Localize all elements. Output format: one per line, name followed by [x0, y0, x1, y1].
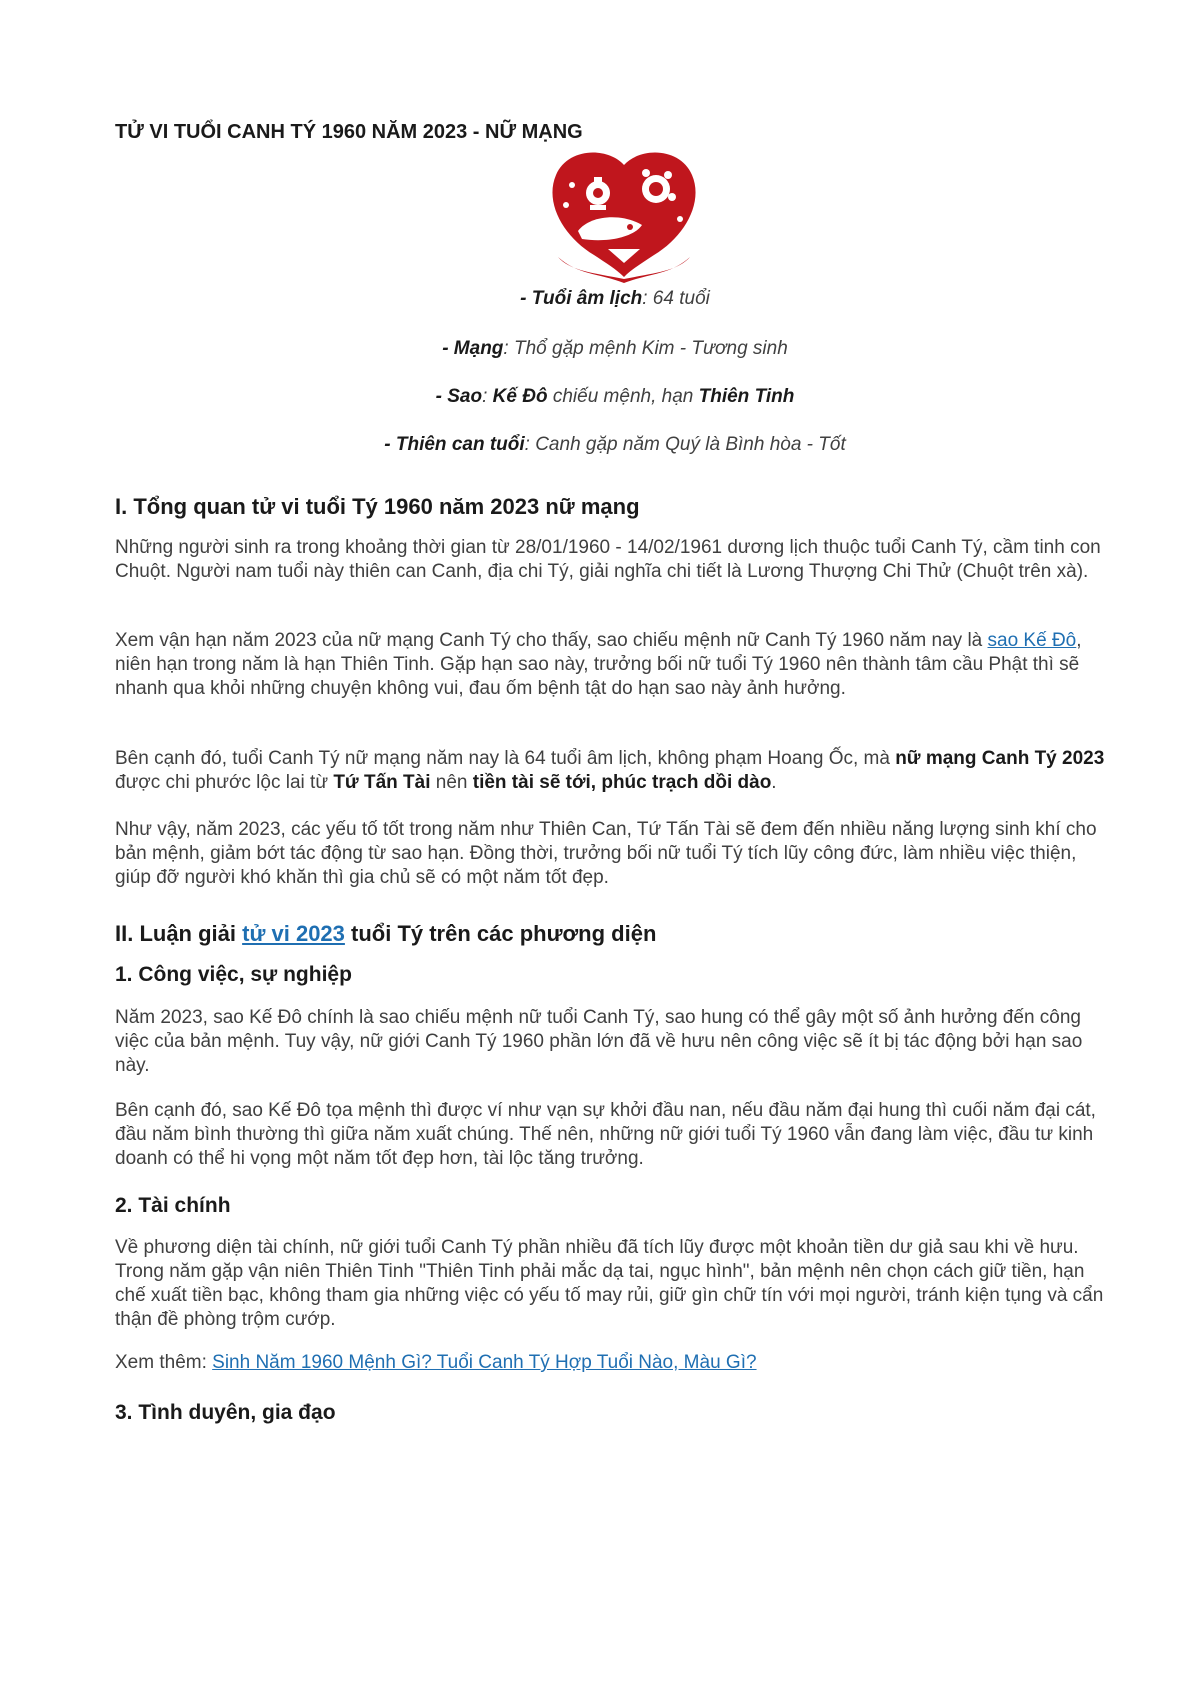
tai-chinh-paragraph-1: Về phương diện tài chính, nữ giới tuổi Canh Tý phần nhiều đã tích lũy được một khoản tiền dư giả sau khi về hưu. Trong năm gặp vận niên Thiên Tinh "Thiên Tinh phải mắc dạ tai, ngục hình", bản mệnh nên chọn cách giữ tiền, hạn chế xuất tiền bạc, không tham gia những việc có yếu tố may rủi, giữ gìn chữ tín với mọi người, tránh kiện tụng và cẩn thận đề phòng trộm cướp. — [115, 1237, 1104, 1330]
subsection-tinh-duyen-heading: 3. Tình duyên, gia đạo — [115, 1401, 336, 1424]
page-title: TỬ VI TUỔI CANH TÝ 1960 NĂM 2023 - NỮ MẠNG — [115, 121, 583, 143]
see-also-line: Xem thêm: Sinh Năm 1960 Mệnh Gì? Tuổi Canh Tý Hợp Tuổi Nào, Màu Gì? — [115, 1352, 757, 1373]
meta-menh: - Mạng: Thổ gặp mệnh Kim - Tương sinh — [442, 338, 788, 359]
section1-paragraph-4: Như vậy, năm 2023, các yếu tố tốt trong năm như Thiên Can, Tứ Tấn Tài sẽ đem đến nhiều năng lượng sinh khí cho bản mệnh, giảm bớt tác động từ sao hạn. Đồng thời, trưởng bối nữ tuổi Tý tích lũy công đức, làm nhiều việc thiện, giúp đỡ người khó khăn thì gia chủ sẽ có một năm tốt đẹp. — [115, 819, 1097, 888]
paper-cut-rat-seal-icon — [538, 145, 710, 283]
cong-viec-paragraph-1: Năm 2023, sao Kế Đô chính là sao chiếu mệnh nữ tuổi Canh Tý, sao hung có thể gây một số ảnh hưởng đến công việc của bản mệnh. Tuy vậy, nữ giới Canh Tý 1960 phần lớn đã về hưu nên công việc sẽ ít bị tác động bởi hạn sao này. — [115, 1007, 1083, 1076]
section2-heading: II. Luận giải tử vi 2023 tuổi Tý trên các phương diện — [115, 921, 657, 946]
tu-vi-2023-link[interactable]: tử vi 2023 — [242, 921, 345, 946]
meta-sao: - Sao: Kế Đô chiếu mệnh, hạn Thiên Tinh — [435, 386, 795, 407]
see-also-link[interactable]: Sinh Năm 1960 Mệnh Gì? Tuổi Canh Tý Hợp Tuổi Nào, Màu Gì? — [212, 1352, 757, 1373]
subsection-cong-viec-heading: 1. Công việc, sự nghiệp — [115, 963, 352, 986]
meta-thien-can: - Thiên can tuổi: Canh gặp năm Quý là Bình hòa - Tốt — [384, 434, 846, 455]
sao-ke-do-link[interactable]: sao Kế Đô — [987, 630, 1077, 651]
cong-viec-paragraph-2: Bên cạnh đó, sao Kế Đô tọa mệnh thì được ví như vạn sự khởi đầu nan, nếu đầu năm đại hung thì cuối năm đại cát, đầu năm bình thường thì giữa năm xuất chúng. Thế nên, những nữ giới tuổi Tý 1960 vẫn đang làm việc, đầu tư kinh doanh có thể hi vọng một năm tốt đẹp hơn, tài lộc tăng trưởng. — [115, 1100, 1096, 1169]
section1-paragraph-2: Xem vận hạn năm 2023 của nữ mạng Canh Tý cho thấy, sao chiếu mệnh nữ Canh Tý 1960 năm nay là sao Kế Đô, niên hạn trong năm là hạn Thiên Tinh. Gặp hạn sao này, trưởng bối nữ tuổi Tý 1960 nên thành tâm cầu Phật thì sẽ nhanh qua khỏi những chuyện không vui, đau ốm bệnh tật do hạn sao này ảnh hưởng. — [115, 630, 1082, 699]
section1-heading: I. Tổng quan tử vi tuổi Tý 1960 năm 2023 nữ mạng — [115, 494, 640, 519]
section1-paragraph-3: Bên cạnh đó, tuổi Canh Tý nữ mạng năm nay là 64 tuổi âm lịch, không phạm Hoang Ốc, mà nữ mạng Canh Tý 2023 được chi phước lộc lai từ Tứ Tấn Tài nên tiền tài sẽ tới, phúc trạch dồi dào. — [115, 748, 1105, 793]
section1-paragraph-1: Những người sinh ra trong khoảng thời gian từ 28/01/1960 - 14/02/1961 dương lịch thuộc tuổi Canh Tý, cầm tinh con Chuột. Người nam tuổi này thiên can Canh, địa chi Tý, giải nghĩa chi tiết là Lương Thượng Chi Thử (Chuột trên xà). — [115, 537, 1101, 582]
subsection-tai-chinh-heading: 2. Tài chính — [115, 1194, 231, 1217]
meta-age: - Tuổi âm lịch: 64 tuổi — [520, 288, 710, 309]
